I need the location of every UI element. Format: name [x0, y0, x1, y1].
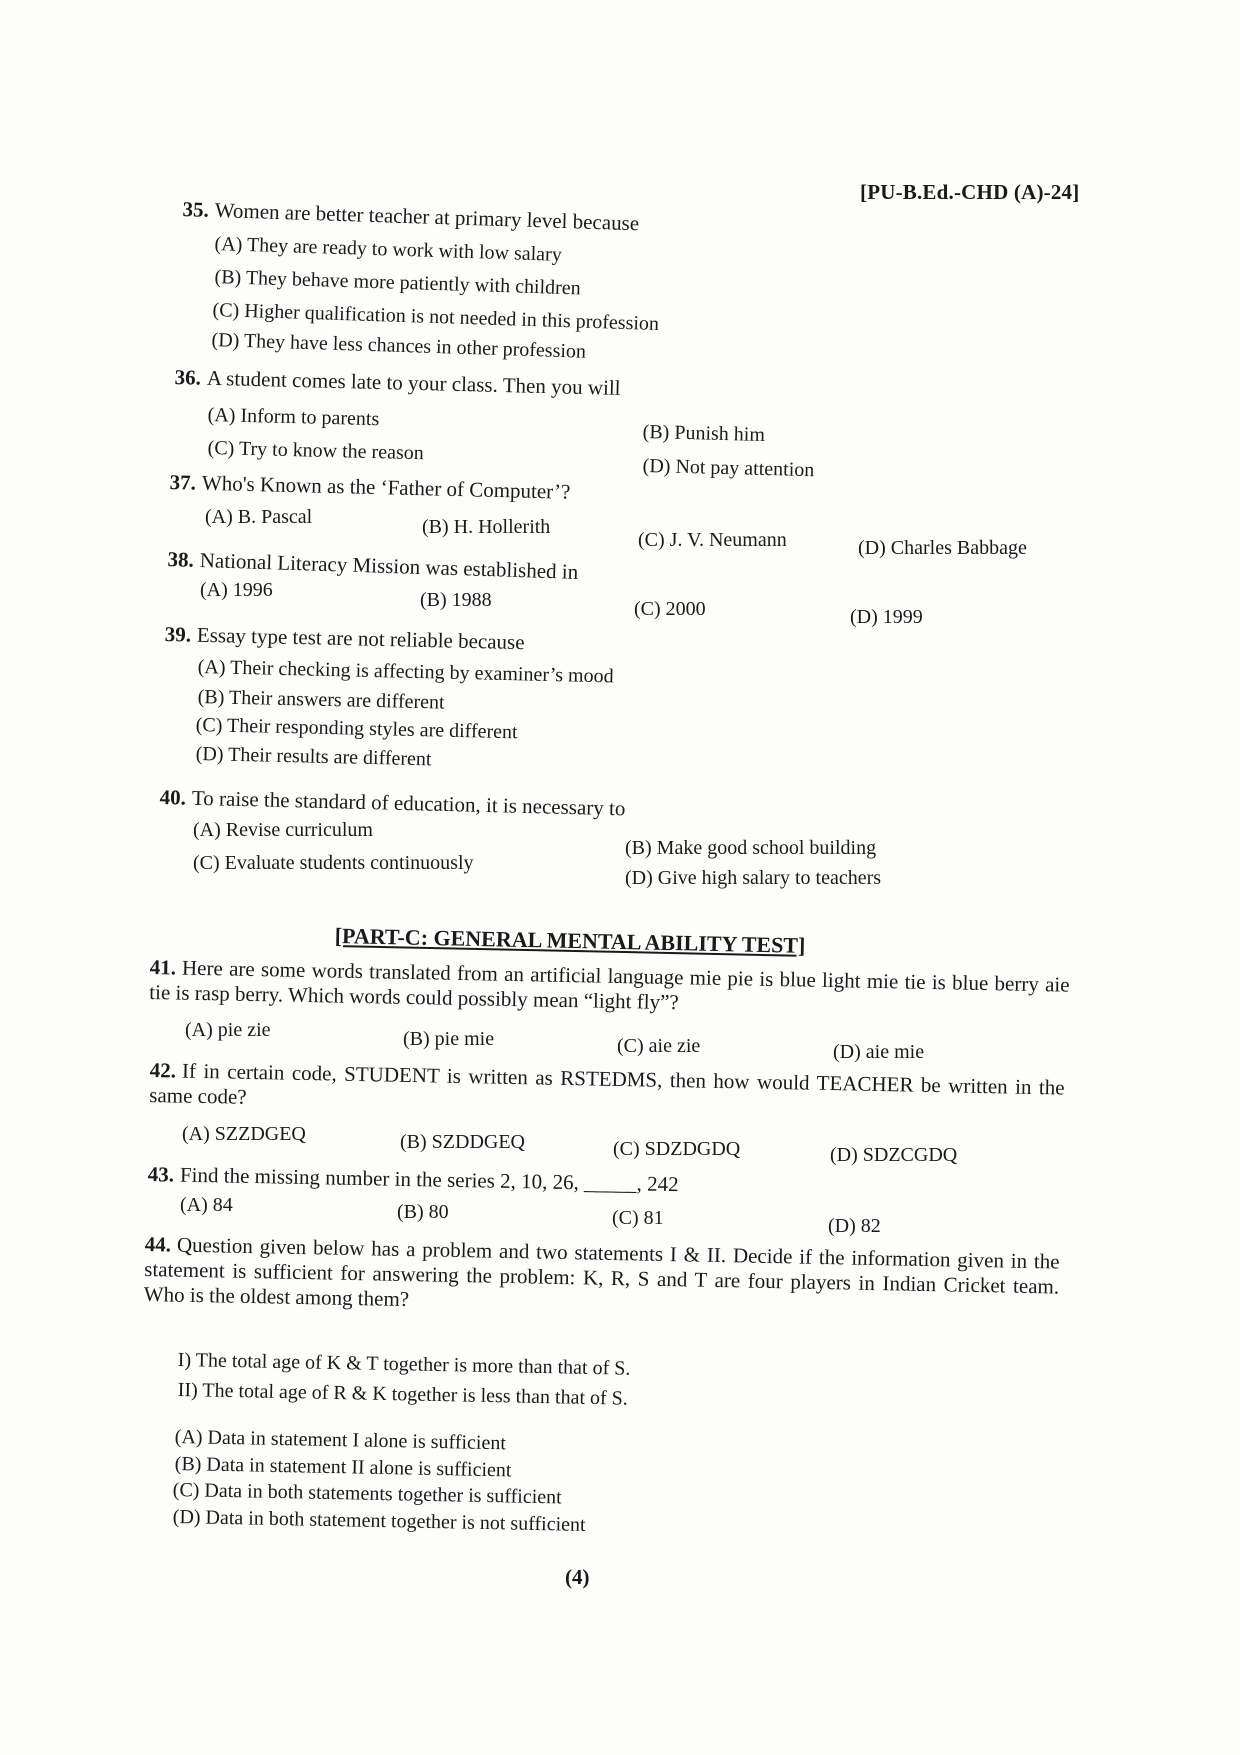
- question-text: Essay type test are not reliable because: [196, 622, 525, 655]
- option-c: (C) SDZDGDQ: [613, 1138, 741, 1160]
- option-b: (B) They behave more patiently with children: [214, 265, 581, 300]
- option-a: (A) 84: [180, 1194, 233, 1216]
- question-number: 36.: [174, 365, 202, 390]
- option-c: (C) Their responding styles are different: [195, 713, 518, 744]
- option-d: (D) 82: [828, 1215, 881, 1237]
- option-a: (A) SZZDGEQ: [182, 1123, 306, 1145]
- question-text: A student comes late to your class. Then you will: [206, 365, 621, 400]
- question-37: [169, 470, 570, 505]
- question-number: 38.: [167, 547, 195, 572]
- page-number: (4): [565, 1565, 590, 1589]
- question-number: 37.: [169, 470, 197, 495]
- option-d: (D) Charles Babbage: [858, 537, 1027, 559]
- part-c-heading: [PART-C: GENERAL MENTAL ABILITY TEST]: [334, 923, 806, 958]
- question-36: [174, 365, 620, 401]
- option-d: (D) Give high salary to teachers: [625, 867, 882, 889]
- option-a: (A) Inform to parents: [207, 403, 380, 431]
- option-d: (D) aie mie: [833, 1041, 925, 1063]
- option-a: (A) B. Pascal: [205, 506, 313, 528]
- statement-i: I) The total age of K & T together is more than that of S.: [177, 1348, 631, 1380]
- question-number: 40.: [159, 785, 187, 810]
- option-b: (B) Punish him: [642, 420, 766, 446]
- question-text: National Literacy Mission was established in: [199, 548, 579, 584]
- option-a: (A) Their checking is affecting by examiner’s mood: [197, 655, 614, 688]
- question-text: Here are some words translated from an artificial language mie pie is blue light mie tie is blue berry aie tie is rasp berry. Which words could possibly mean “light fly”?: [149, 955, 1070, 1015]
- option-a: (A) Revise curriculum: [193, 819, 373, 841]
- question-number: 35.: [182, 197, 210, 222]
- option-b: (B) Make good school building: [625, 837, 877, 859]
- option-b: (B) H. Hollerith: [422, 516, 551, 538]
- question-text: Women are better teacher at primary level because: [214, 198, 640, 236]
- question-text: Who's Known as the ‘Father of Computer’?: [201, 470, 571, 504]
- option-c: (C) aie zie: [617, 1035, 701, 1057]
- option-b: (B) Data in statement II alone is sufficient: [174, 1452, 512, 1482]
- option-a: (A) 1996: [200, 579, 273, 601]
- question-40: [159, 785, 625, 822]
- question-number: 44.: [144, 1232, 172, 1257]
- question-number: 43.: [147, 1162, 175, 1187]
- question-42: [149, 1058, 1065, 1126]
- question-number: 42.: [149, 1058, 177, 1083]
- option-a: (A) Data in statement I alone is sufficient: [174, 1425, 507, 1455]
- option-d: (D) They have less chances in other profession: [211, 328, 587, 363]
- option-d: (D) Their results are different: [195, 742, 432, 771]
- option-b: (B) Their answers are different: [197, 685, 445, 714]
- option-b: (B) 1988: [420, 589, 492, 611]
- option-c: (C) Evaluate students continuously: [193, 852, 474, 874]
- question-44: [144, 1232, 1060, 1325]
- option-b: (B) SZDDGEQ: [400, 1131, 525, 1153]
- question-text: Find the missing number in the series 2, 10, 26, _____, 242: [179, 1162, 679, 1197]
- question-text: To raise the standard of education, it is necessary to: [191, 785, 626, 821]
- option-d: (D) 1999: [850, 606, 923, 628]
- option-c: (C) Higher qualification is not needed in this profession: [212, 298, 660, 336]
- option-b: (B) pie mie: [403, 1028, 495, 1050]
- paper-code: [PU-B.Ed.-CHD (A)-24]: [860, 180, 1080, 204]
- statement-ii: II) The total age of R & K together is less than that of S.: [177, 1378, 628, 1410]
- option-d: (D) SDZCGDQ: [830, 1144, 958, 1166]
- option-c: (C) 81: [612, 1207, 664, 1229]
- option-b: (B) 80: [397, 1201, 449, 1223]
- option-a: (A) They are ready to work with low salary: [214, 232, 563, 266]
- question-text: If in certain code, STUDENT is written as RSTEDMS, then how would TEACHER be written in the same code?: [149, 1058, 1065, 1110]
- option-a: (A) pie zie: [185, 1019, 271, 1041]
- option-d: (D) Data in both statement together is not sufficient: [172, 1505, 586, 1536]
- option-c: (C) J. V. Neumann: [638, 529, 787, 551]
- option-c: (C) Data in both statements together is sufficient: [172, 1478, 562, 1509]
- option-c: (C) Try to know the reason: [207, 436, 425, 465]
- option-c: (C) 2000: [634, 598, 706, 620]
- question-35: [182, 197, 639, 237]
- question-41: [149, 955, 1070, 1023]
- option-d: (D) Not pay attention: [642, 454, 815, 482]
- question-text: Question given below has a problem and two statements I & II. Decide if the information given in the statement is sufficient for answering the problem: K, R, S and T are four players in Indian Cricket team. Who is the oldest among them?: [143, 1232, 1060, 1312]
- question-number: 39.: [164, 622, 192, 647]
- question-39: [164, 622, 524, 655]
- question-number: 41.: [149, 955, 177, 980]
